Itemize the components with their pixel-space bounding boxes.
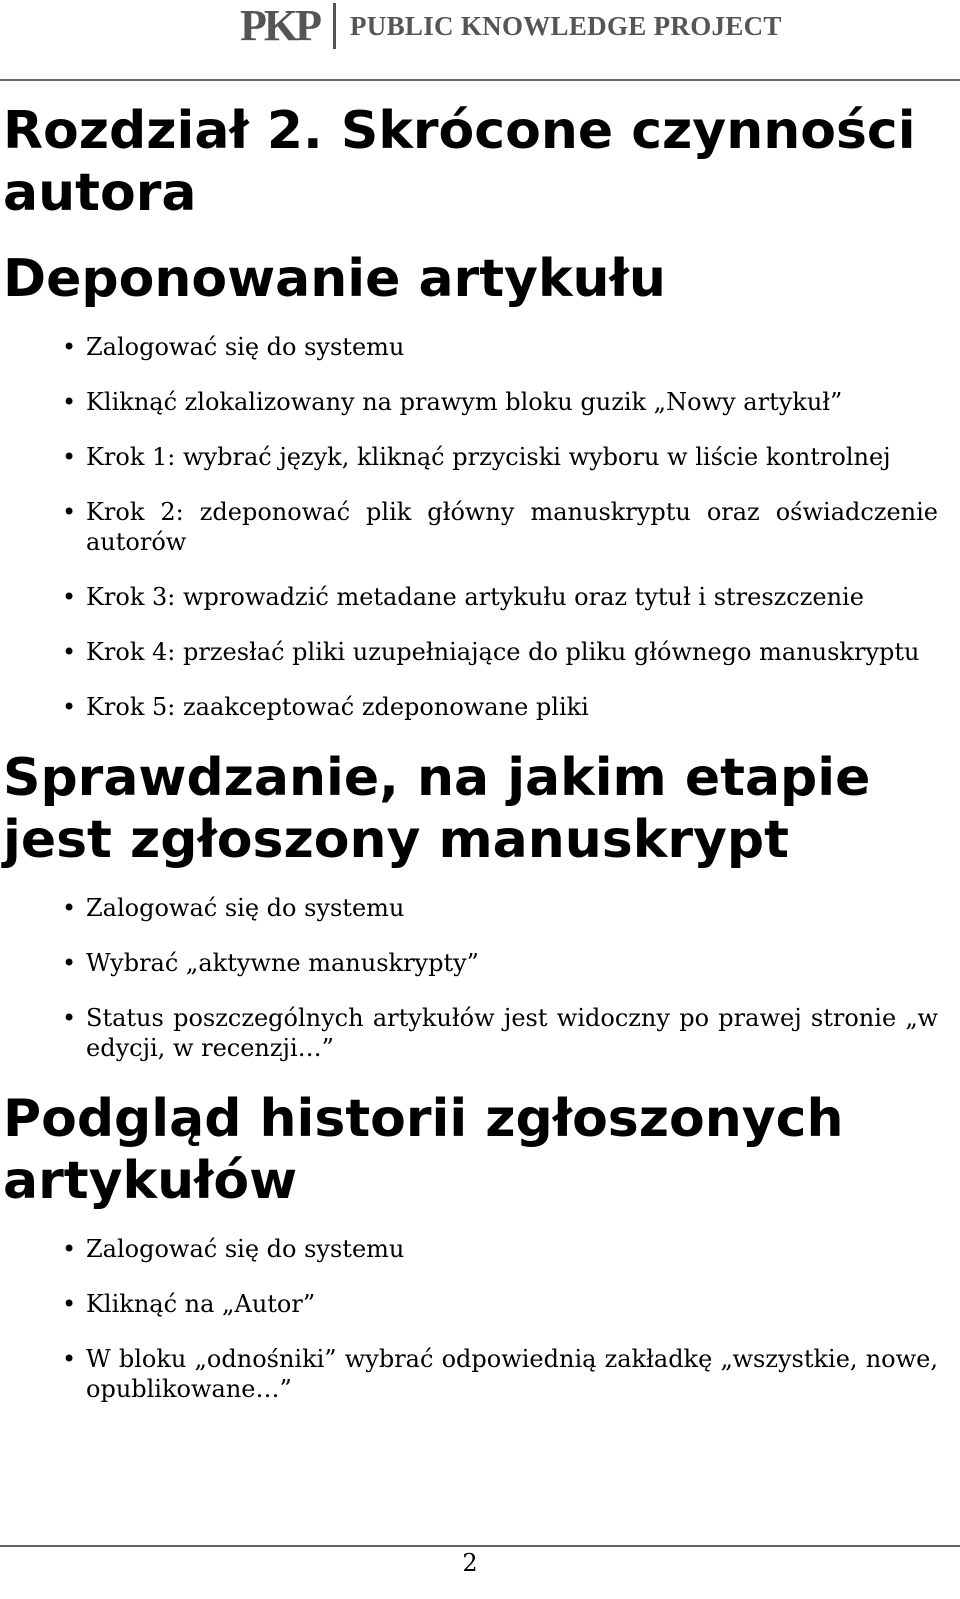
section-title: Podgląd historii zgłoszonych artykułów [3, 1089, 844, 1211]
list-item: • Krok 5: zaakceptować zdeponowane pliki [0, 692, 960, 722]
list-item: • Zalogować się do systemu [0, 332, 960, 362]
logo-divider [333, 3, 336, 49]
pkp-logo [240, 2, 782, 50]
list-item: • Zalogować się do systemu [0, 893, 960, 923]
list-item: • Kliknąć zlokalizowany na prawym bloku guzik „Nowy artykuł” [0, 387, 960, 417]
header-rule [0, 79, 960, 81]
bullet-list [0, 893, 960, 1063]
list-item: • Wybrać „aktywne manuskrypty” [0, 948, 960, 978]
list-item: • Krok 1: wybrać język, kliknąć przyciski wyboru w liście kontrolnej [0, 442, 960, 472]
bullet-list [0, 1234, 960, 1404]
list-item: • Krok 3: wprowadzić metadane artykułu oraz tytuł i streszczenie [0, 582, 960, 612]
footer-rule [0, 1545, 960, 1547]
page-header [0, 0, 960, 80]
logo-text: PUBLIC KNOWLEDGE PROJECT [349, 11, 782, 41]
logo-mark: PKP [240, 1, 319, 50]
list-item: • W bloku „odnośniki” wybrać odpowiednią zakładkę „wszystkie, nowe, opublikowane…” [0, 1344, 960, 1404]
section-title: Sprawdzanie, na jakim etapie jest zgłoszony manuskrypt [3, 748, 871, 870]
page-content [0, 96, 960, 1429]
bullet-list [0, 332, 960, 722]
list-item: • Krok 4: przesłać pliki uzupełniające do pliku głównego manuskryptu [0, 637, 960, 667]
list-item: • Krok 2: zdeponować plik główny manuskryptu oraz oświadczenie autorów [0, 497, 960, 557]
page-number: 2 [462, 1549, 478, 1577]
list-item: • Status poszczególnych artykułów jest widoczny po prawej stronie „w edycji, w recenzji…” [0, 1003, 960, 1063]
section-title: Deponowanie artykułu [3, 249, 666, 309]
chapter-title: Rozdział 2. Skrócone czynności autora [3, 101, 916, 223]
list-item: • Zalogować się do systemu [0, 1234, 960, 1264]
list-item: • Kliknąć na „Autor” [0, 1289, 960, 1319]
